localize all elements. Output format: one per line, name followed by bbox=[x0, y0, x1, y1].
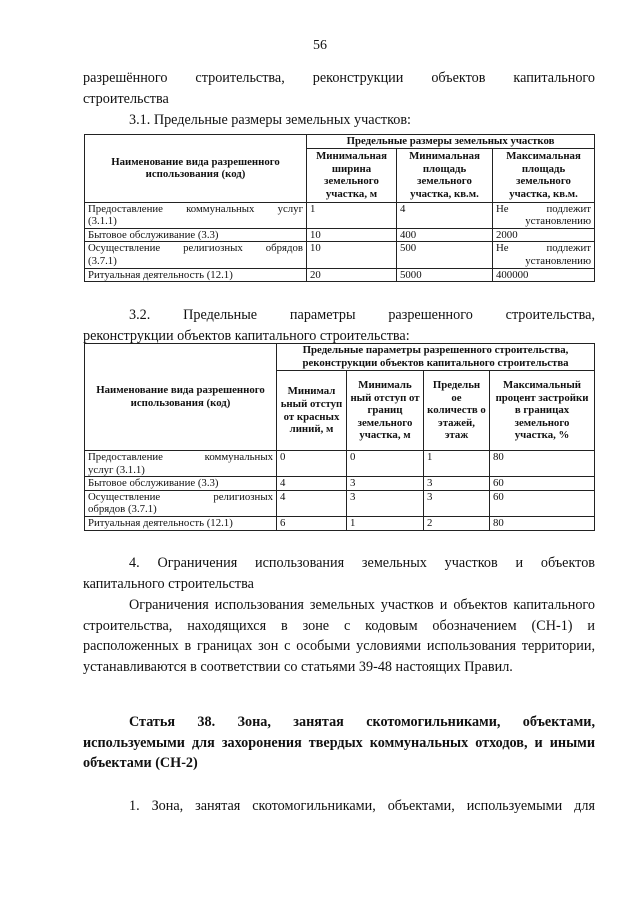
section-3-1-heading: 3.1. Предельные размеры земельных участков: bbox=[129, 112, 411, 128]
page-number: 56 bbox=[313, 38, 327, 53]
table2-header-coverage: Максимальный процент застройки в границах земельного участка, % bbox=[490, 371, 595, 451]
table-construction-parameters bbox=[84, 343, 595, 531]
table-row: Осуществление религиозных обрядов (3.7.1) 10 500 Не подлежит установлению bbox=[85, 242, 595, 268]
table-row: Бытовое обслуживание (3.3) 10 400 2000 bbox=[85, 228, 595, 242]
table-land-plot-sizes bbox=[84, 134, 595, 282]
article-38-heading: Статья 38. Зона, занятая скотомогильниками, объектами, используемыми для захоронения твердых коммунальных отходов, и иными объектами (СН-2) bbox=[83, 714, 595, 771]
table-row: Ритуальная деятельность (12.1) 20 5000 400000 bbox=[85, 268, 595, 282]
intro-line-1: разрешённого строительства, реконструкции объектов капитального bbox=[83, 70, 595, 86]
section-4-heading-line-2: капитального строительства bbox=[83, 576, 254, 592]
table1-header-max-area: Максимальная площадь земельного участка, кв.м. bbox=[493, 148, 595, 202]
table-row: Предоставление коммунальных услуг (3.1.1) 1 4 Не подлежит установлению bbox=[85, 202, 595, 228]
restrictions-paragraph: Ограничения использования земельных участков и объектов капитального строительства, находящихся в зоне с кодовым обозначением (СН-1) и расположенных в границах зон с особыми условиями использования территории, устанавливаются в соответствии со статьями 39-48 настоящих Правил. bbox=[83, 597, 595, 675]
table2-header-floors: Предельн ое количеств о этажей, этаж bbox=[424, 371, 490, 451]
table2-header-boundary-setback: Минималь ный отступ от границ земельного участка, м bbox=[347, 371, 424, 451]
table-row: Бытовое обслуживание (3.3) 4 3 3 60 bbox=[85, 477, 595, 491]
table2-header-name: Наименование вида разрешенного использования (код) bbox=[85, 344, 277, 451]
table-row: Осуществление религиозных обрядов (3.7.1) 4 3 3 60 bbox=[85, 490, 595, 516]
table-row: Предоставление коммунальных услуг (3.1.1) 0 0 1 80 bbox=[85, 451, 595, 477]
table1-header-min-width: Минимальная ширина земельного участка, м bbox=[307, 148, 397, 202]
table1-header-name: Наименование вида разрешенного использования (код) bbox=[85, 135, 307, 203]
intro-line-2: строительства bbox=[83, 91, 169, 107]
section-3-2-heading-line-1: 3.2. Предельные параметры разрешенного строительства, bbox=[129, 307, 595, 323]
table1-group-header: Предельные размеры земельных участков bbox=[307, 135, 595, 149]
item-1-paragraph: 1. Зона, занятая скотомогильниками, объектами, используемыми для bbox=[129, 798, 595, 814]
table-row: Ритуальная деятельность (12.1) 6 1 2 80 bbox=[85, 516, 595, 530]
table1-header-min-area: Минимальная площадь земельного участка, кв.м. bbox=[397, 148, 493, 202]
table2-header-red-line-setback: Минимал ьный отступ от красных линий, м bbox=[277, 371, 347, 451]
table2-group-header: Предельные параметры разрешенного строительства, реконструкции объектов капитального строительства bbox=[277, 344, 595, 371]
section-3-2-heading-line-2: реконструкции объектов капитального строительства: bbox=[83, 328, 410, 344]
section-4-heading-line-1: 4. Ограничения использования земельных участков и объектов bbox=[129, 555, 595, 571]
